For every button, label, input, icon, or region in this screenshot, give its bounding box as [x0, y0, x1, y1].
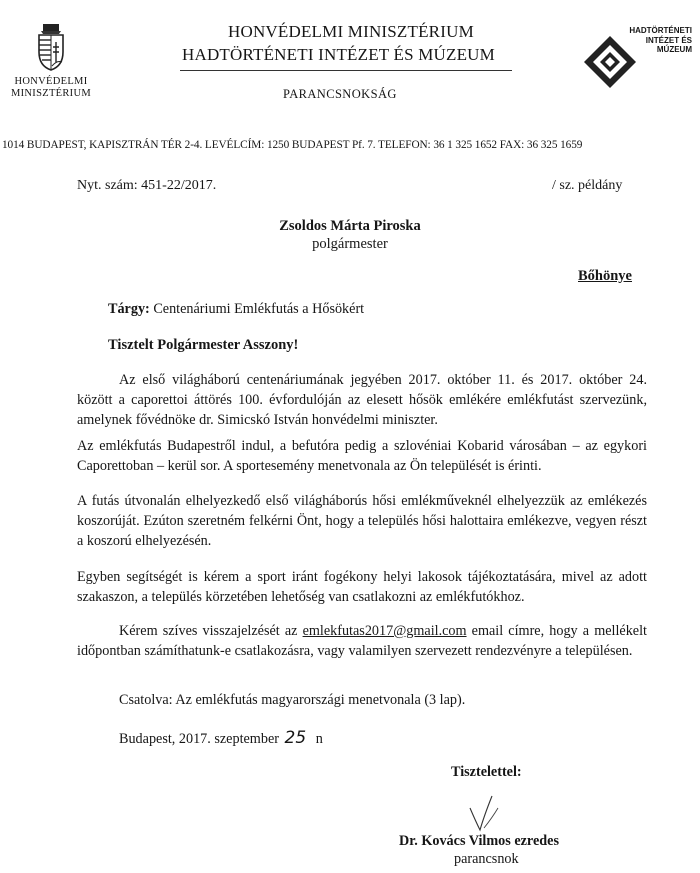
coat-of-arms-icon	[31, 22, 71, 72]
ministry-name: HONVÉDELMI MINISZTÉRIUM	[228, 22, 474, 41]
department-name: PARANCSNOKSÁG	[283, 87, 397, 101]
copy-number: / sz. példány	[552, 178, 623, 193]
closing-greeting: Tisztelettel:	[451, 764, 522, 780]
left-logo-line-2: MINISZTÉRIUM	[10, 88, 91, 99]
paragraph-4: Egyben segítségét is kérem a sport iránt fogékony helyi lakosok tájékoztatására, mivel az adott szakaszon, a település körzetében lehetőség van csatlakozni az emlékfutókhoz.	[77, 569, 647, 605]
right-logo-line-2: INTÉZET ÉS	[645, 35, 692, 45]
signature-icon	[462, 788, 532, 838]
ministry-logo	[6, 22, 96, 106]
left-logo-line-1: HONVÉDELMI	[14, 76, 88, 87]
salutation: Tisztelt Polgármester Asszony!	[108, 337, 299, 353]
request-before: Kérem szíves visszajelzését az	[119, 623, 298, 639]
signer-role: parancsnok	[454, 851, 519, 867]
subject-line	[108, 301, 364, 318]
paragraph-2: Az emlékfutás Budapestről indul, a befutóra pedig a szlovéniai Kobarid városában – az egykori Caporettoban – kerül sor. A sportesemény menetvonala az Ön települését is érinti.	[77, 438, 647, 474]
paragraph-3: A futás útvonalán elhelyezkedő első világháborús hősi emlékműveknél elhelyezzük az emlékezés koszorúját. Ezúton szeretném felkérni Önt, hogy a település hősi halottaira emlékezve, vegyen részt a koszorú elhelyezésén.	[77, 493, 647, 549]
subject-label: Tárgy:	[108, 301, 150, 317]
recipient-name: Zsoldos Márta Piroska	[279, 218, 421, 234]
request-paragraph	[77, 621, 647, 661]
email-link[interactable]: emlekfutas2017@gmail.com	[302, 623, 467, 639]
signer-name: Dr. Kovács Vilmos ezredes	[399, 833, 559, 849]
date-day: 25	[284, 728, 307, 748]
title-underline	[180, 70, 512, 71]
address-line: 1014 BUDAPEST, KAPISZTRÁN TÉR 2-4. LEVÉLCÍM: 1250 BUDAPEST Pf. 7. TELEFON: 36 1 325 1652 FAX: 36 325 1659	[2, 139, 583, 151]
date-line	[119, 728, 323, 748]
paragraph-1: Az első világháború centenáriumának jegyében 2017. október 11. és 2017. október 24. között a caporettoi áttörés 100. évfordulóján az elesett hősök emlékére emlékfutást szervezünk, amelynek fővédnöke dr. Simicskó István honvédelmi miniszter.	[77, 372, 647, 428]
subject-text: Centenáriumi Emlékfutás a Hősökért	[153, 301, 365, 317]
museum-logo	[582, 26, 692, 98]
right-logo-line-3: MÚZEUM	[656, 45, 692, 54]
date-suffix: n	[315, 731, 323, 747]
attachment-line: Csatolva: Az emlékfutás magyarországi menetvonala (3 lap).	[119, 692, 466, 708]
date-prefix: Budapest, 2017. szeptember	[119, 731, 279, 747]
institute-name: HADTÖRTÉNETI INTÉZET ÉS MÚZEUM	[182, 45, 495, 64]
right-logo-line-1: HADTÖRTÉNETI	[629, 26, 692, 35]
reference-number: Nyt. szám: 451-22/2017.	[77, 178, 217, 193]
recipient-place: Bőhönye	[578, 268, 632, 284]
request-after: email címre, hogy a mellékelt időpontban számíthatunk-e csatlakozásra, vagy valamilyen szervezett rendezvényre a településen.	[77, 623, 647, 659]
recipient-title: polgármester	[312, 236, 388, 252]
